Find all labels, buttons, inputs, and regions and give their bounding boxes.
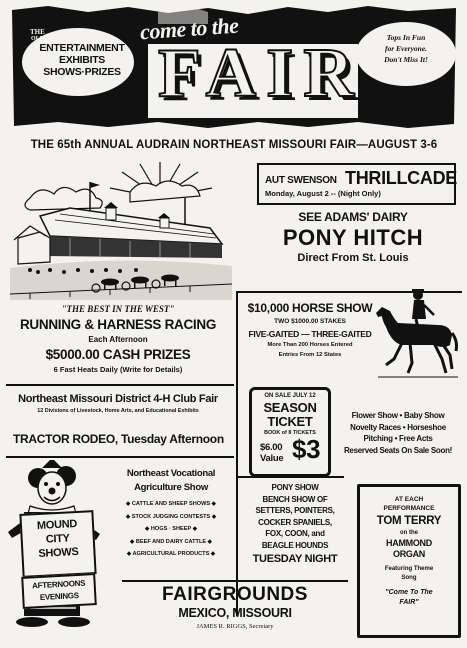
shows-prizes-label: SHOWS·PRIZES [43,66,121,78]
novelty-races-line: Novelty Races • Horseshoe [350,422,446,432]
organ-pre-1: AT EACH [394,496,424,503]
divider-vertical [236,292,238,616]
horse-show-gaits: FIVE-GAITED — THREE-GAITED [248,329,372,339]
come-to-the-text: come to the [139,12,240,45]
pony-pre: SEE ADAMS' DAIRY [298,210,408,224]
thrillcade-date: Monday, August 2 -- (Night Only) [265,189,381,198]
organ-inst-2: ORGAN [393,549,425,559]
organ-name: TOM TERRY [376,515,442,527]
banner-right-text [360,32,452,65]
divider [122,580,348,582]
tractor-rodeo: TRACTOR RODEO, Tuesday Afternoon [13,432,224,446]
organ-feat-1: Featuring Theme [384,566,434,572]
banner-left-text [32,42,132,78]
racing-note: 6 Fast Heats Daily (Write for Details) [53,365,183,374]
header-banner [8,4,460,130]
beagle-line: BEAGLE HOUNDS [261,540,329,550]
dog-show-night: TUESDAY NIGHT [252,553,338,565]
organ-pre-2: PERFORMANCE [383,505,435,512]
clown-sign-1: MOUND [36,517,78,533]
grandstand-drawing [10,158,232,300]
clown-eve-sign [21,573,97,609]
club-fair-section [4,392,232,416]
organ-inst-1: HAMMOND [386,538,432,548]
dont-miss-text: Don't Miss It! [384,55,428,64]
footer-city: MEXICO, MISSOURI [178,606,292,620]
club-fair-title: Northeast Missouri District 4-H Club Fair [18,393,218,405]
racing-tag: "THE BEST IN THE WEST" [61,304,175,314]
dog-show-section [240,482,350,568]
clown-sign-2: CITY [45,532,70,546]
fairground-illustration [10,158,232,300]
pitching-line: Pitching • Free Acts [363,434,433,443]
racing-prize: $5000.00 CASH PRIZES [45,347,191,362]
vocational-title-2: Agriculture Show [134,482,208,493]
flower-show-line: Flower Show • Baby Show [351,411,445,420]
pony-show-line: PONY SHOW [271,483,319,492]
thrillcade-name: AUT SWENSON [265,175,337,186]
racing-section [4,303,232,376]
season-price: $3 [292,434,321,464]
organ-feat-2: Song [401,575,417,581]
banner-small-text: THE [30,28,45,36]
entertainment-label: ENTERTAINMENT [39,42,125,54]
racing-sub: Each Afternoon [88,335,148,344]
horse-show-states: Entries From 12 States [278,352,342,358]
banner-small-text-2: OLD [31,36,45,42]
season-value-word: Value [260,453,284,464]
setters-line: SETTERS, POINTERS, [255,506,335,515]
thrillcade-title: THRILLCADE [345,168,457,188]
flower-show-section [334,410,462,456]
organ-song: "Come To The FAIR" [385,589,433,606]
fair-title: FAIR [158,35,364,112]
reserved-seats-line: Reserved Seats On Sale Soon! [343,445,453,455]
fairgrounds-title: FAIRGROUNDS [162,584,308,605]
divider [6,384,234,386]
vocational-item: ◆ BEEF AND DAIRY CATTLE ◆ [130,538,212,545]
season-value-amt: $6.00 [260,442,283,453]
clown-sign-3: SHOWS [38,545,79,561]
pony-from: Direct From St. Louis [297,252,409,264]
racing-title: RUNNING & HARNESS RACING [19,317,217,332]
headline: THE 65th ANNUAL AUDRAIN NORTHEAST MISSOURI FAIR—AUGUST 3-6 [30,139,438,151]
tops-in-fun-text: Tops In Fun [386,33,426,42]
season-line1: SEASON [263,400,317,415]
organ-on: on the [400,530,418,536]
pony-title: PONY HITCH [282,225,424,250]
divider [6,456,234,458]
exhibits-label: EXHIBITS [58,54,106,66]
season-line2: TICKET [267,414,313,429]
horse-rider-icon [372,285,460,383]
divider [238,476,344,478]
vocational-item: ◆ AGRICULTURAL PRODUCTS ◆ [126,551,216,557]
organ-box [357,484,461,638]
fox-coon-line: FOX, COON, and [265,529,325,538]
vocational-item: ◆ HOGS · SHEEP ◆ [144,526,198,532]
season-ticket-box [249,387,331,477]
thrillcade-box [257,163,456,205]
footer-secretary: JAMES R. RIGGS, Secretary [196,623,274,630]
season-book: BOOK of 8 TICKETS [264,430,316,436]
clown-sign [19,510,96,578]
vocational-title-1: Northeast Vocational [126,468,216,479]
evenings-label: EVENINGS [39,590,79,603]
horse-show-section [240,300,380,361]
cocker-line: COCKER SPANIELS, [258,517,332,527]
horse-show-entered: More Than 200 Horses Entered [267,342,353,348]
footer [120,584,350,632]
vocational-section [108,467,234,561]
horse-show-title: $10,000 HORSE SHOW [247,301,373,315]
club-fair-sub: 12 Divisions of Livestock, Home Arts, and Educational Exhibits [37,408,199,414]
horse-show-stakes: TWO $1000.00 STAKES [274,318,346,325]
horse-rider-drawing [372,285,460,383]
for-everyone-text: for Everyone. [384,44,428,53]
vocational-item: ◆ CATTLE AND SHEEP SHOWS ◆ [126,501,216,507]
vocational-item: ◆ STOCK JUDGING CONTESTS ◆ [125,513,217,520]
pony-hitch [248,210,458,265]
vocational-list [108,498,234,561]
bench-show-line: BENCH SHOW OF [262,494,328,504]
afternoons-label: AFTERNOONS [31,578,86,591]
season-on-sale: ON SALE JULY 12 [264,393,316,399]
